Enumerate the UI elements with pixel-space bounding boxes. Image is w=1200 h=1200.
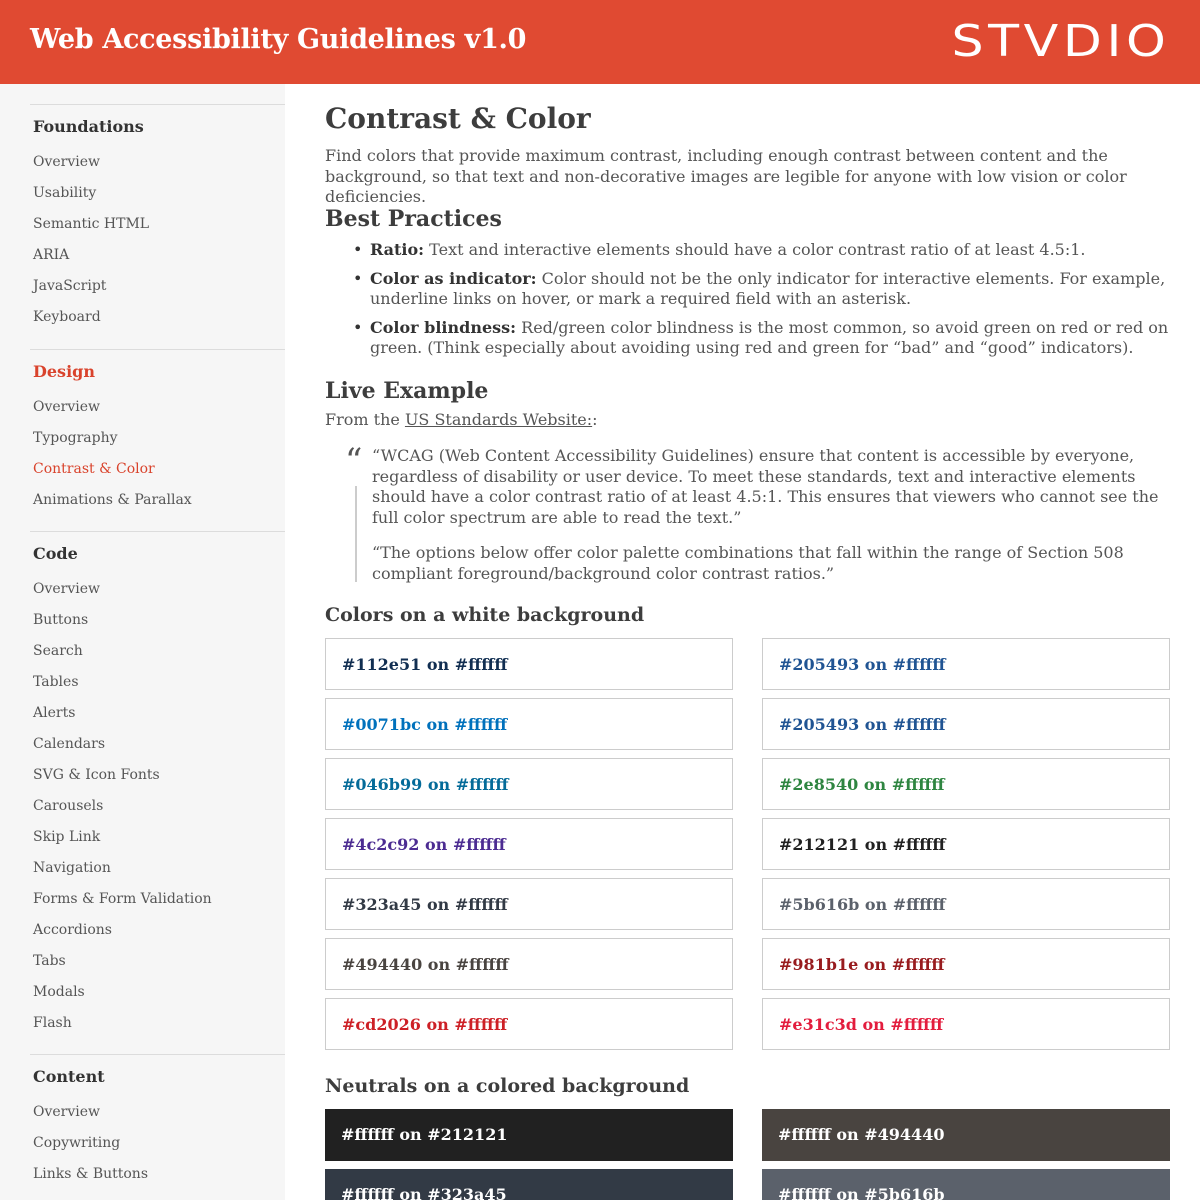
- sidebar-item-alerts[interactable]: Alerts: [33, 705, 76, 721]
- sidebar-item-javascript[interactable]: JavaScript: [33, 278, 107, 294]
- color-swatch: [762, 938, 1170, 990]
- swatch-label: #2e8540 on #ffffff: [779, 775, 945, 794]
- color-swatch: [762, 638, 1170, 690]
- white-bg-heading: Colors on a white background: [325, 604, 645, 626]
- list-item-term: Ratio:: [370, 240, 425, 259]
- list-item: [325, 318, 1175, 359]
- color-swatch: [762, 818, 1170, 870]
- sidebar-item-navigation[interactable]: Navigation: [33, 860, 111, 876]
- quote-paragraph: “The options below offer color palette combinations that fall within the range of Section 508 compliant foreground/background color contrast ratios.”: [372, 543, 1124, 583]
- color-swatch: [325, 818, 733, 870]
- list-item: [325, 269, 1175, 310]
- list-item-text: Text and interactive elements should have a color contrast ratio of at least 4.5:1.: [424, 240, 1086, 259]
- swatch-label: #205493 on #ffffff: [779, 715, 946, 734]
- sidebar-item-links-buttons[interactable]: Links & Buttons: [33, 1166, 149, 1182]
- colored-bg-heading: Neutrals on a colored background: [325, 1075, 690, 1097]
- sidebar-item-accordions[interactable]: Accordions: [33, 922, 112, 938]
- sidebar-nav: [0, 84, 285, 1200]
- source-line: [325, 410, 598, 429]
- sidebar-item-modals[interactable]: Modals: [33, 984, 85, 1000]
- site-title[interactable]: Web Accessibility Guidelines v1.0: [30, 24, 527, 55]
- sidebar-item-tables[interactable]: Tables: [33, 674, 79, 690]
- sidebar-item-overview[interactable]: Overview: [33, 1104, 101, 1120]
- color-swatch: [762, 998, 1170, 1050]
- sidebar-item-overview[interactable]: Overview: [33, 399, 101, 415]
- color-swatch: [325, 938, 733, 990]
- sidebar-item-animations-parallax[interactable]: Animations & Parallax: [33, 492, 192, 508]
- page-title: Contrast & Color: [325, 102, 591, 135]
- sidebar-item-overview[interactable]: Overview: [33, 581, 101, 597]
- color-swatch: [325, 1169, 733, 1200]
- swatch-label: #323a45 on #ffffff: [342, 895, 508, 914]
- sidebar-item-keyboard[interactable]: Keyboard: [33, 309, 101, 325]
- quote-paragraph: “WCAG (Web Content Accessibility Guidelines) ensure that content is accessible by everyone, regardless of disability or user device. To meet these standards, text and interactive elements should have a color contrast ratio of at least 4.5:1. This ensures that viewers who cannot see the full color spectrum are able to read the text.”: [372, 446, 1159, 527]
- swatch-label: #e31c3d on #ffffff: [779, 1015, 944, 1034]
- list-item-text: Color should not be the only indicator for interactive elements. For example, underline links on hover, or mark a required field with an asterisk.: [370, 268, 1166, 308]
- best-practices-list: [325, 240, 1175, 359]
- swatch-label: #0071bc on #ffffff: [342, 715, 508, 734]
- swatch-label: #046b99 on #ffffff: [342, 775, 509, 794]
- sidebar-item-overview[interactable]: Overview: [33, 154, 101, 170]
- live-example-heading: Live Example: [325, 378, 489, 404]
- color-swatch: [762, 1109, 1170, 1161]
- quote-mark-icon: “: [345, 441, 363, 481]
- intro-paragraph: Find colors that provide maximum contrast, including enough contrast between content and the background, so that text and non-decorative images are legible for anyone with low vision or color deficiencies.: [325, 146, 1127, 206]
- sidebar-item-flash[interactable]: Flash: [33, 1015, 72, 1031]
- color-swatch: [325, 878, 733, 930]
- swatch-label: #494440 on #ffffff: [342, 955, 509, 974]
- swatch-label: #5b616b on #ffffff: [779, 895, 946, 914]
- sidebar-section-design: [30, 349, 285, 350]
- list-item-term: Color blindness:: [370, 317, 517, 337]
- color-swatch: [325, 998, 733, 1050]
- color-swatch: [762, 698, 1170, 750]
- color-swatch: [325, 638, 733, 690]
- site-header: [0, 0, 1200, 84]
- list-item-text: Red/green color blindness is the most common, so avoid green on red or red on green. (Think especially about avoiding using red and green for “bad” and “good” indicators).: [370, 317, 1169, 357]
- source-suffix: :: [592, 410, 598, 429]
- sidebar-item-buttons[interactable]: Buttons: [33, 612, 89, 628]
- us-standards-link[interactable]: US Standards Website:: [404, 410, 593, 429]
- sidebar-item-calendars[interactable]: Calendars: [33, 736, 106, 752]
- stvdio-logo[interactable]: STVDIO: [951, 16, 1170, 67]
- sidebar-item-semantic-html[interactable]: Semantic HTML: [33, 216, 150, 232]
- swatch-label: #4c2c92 on #ffffff: [342, 835, 506, 854]
- color-swatch: [762, 758, 1170, 810]
- best-practices-heading: Best Practices: [325, 206, 502, 232]
- sidebar-item-svg-icon-fonts[interactable]: SVG & Icon Fonts: [33, 767, 160, 783]
- sidebar-item-aria[interactable]: ARIA: [33, 247, 70, 263]
- source-prefix: From the: [325, 410, 405, 429]
- swatch-label: #205493 on #ffffff: [779, 655, 946, 674]
- sidebar-heading-content[interactable]: Content: [33, 1067, 105, 1086]
- sidebar-item-copywriting[interactable]: Copywriting: [33, 1135, 121, 1151]
- sidebar-section-foundations: [30, 104, 285, 105]
- sidebar-item-skip-link[interactable]: Skip Link: [33, 829, 101, 845]
- sidebar-item-search[interactable]: Search: [33, 643, 83, 659]
- swatch-label: #112e51 on #ffffff: [342, 655, 508, 674]
- color-swatch: [325, 758, 733, 810]
- swatch-label: #ffffff on #323a45: [341, 1185, 507, 1200]
- sidebar-item-tabs[interactable]: Tabs: [33, 953, 66, 969]
- color-swatch: [325, 1109, 733, 1161]
- sidebar-section-content: [30, 1054, 285, 1055]
- color-swatch: [762, 878, 1170, 930]
- list-item: [325, 240, 1175, 261]
- swatch-label: #ffffff on #5b616b: [778, 1185, 945, 1200]
- sidebar-heading-foundations[interactable]: Foundations: [33, 117, 144, 136]
- color-swatch: [325, 698, 733, 750]
- swatch-label: #ffffff on #212121: [341, 1125, 508, 1144]
- sidebar-section-code: [30, 531, 285, 532]
- sidebar-item-usability[interactable]: Usability: [33, 185, 97, 201]
- swatch-label: #212121 on #ffffff: [779, 835, 946, 854]
- swatch-label: #981b1e on #ffffff: [779, 955, 945, 974]
- sidebar-item-carousels[interactable]: Carousels: [33, 798, 104, 814]
- sidebar-item-typography[interactable]: Typography: [33, 430, 118, 446]
- sidebar-heading-code[interactable]: Code: [33, 544, 78, 563]
- list-item-term: Color as indicator:: [370, 268, 537, 288]
- sidebar-item-forms-form-validation[interactable]: Forms & Form Validation: [33, 891, 212, 907]
- blockquote-bar: [355, 486, 357, 582]
- swatch-label: #ffffff on #494440: [778, 1125, 945, 1144]
- swatch-label: #cd2026 on #ffffff: [342, 1015, 508, 1034]
- color-swatch: [762, 1169, 1170, 1200]
- sidebar-item-contrast-color[interactable]: Contrast & Color: [33, 461, 155, 477]
- sidebar-heading-design[interactable]: Design: [33, 362, 95, 381]
